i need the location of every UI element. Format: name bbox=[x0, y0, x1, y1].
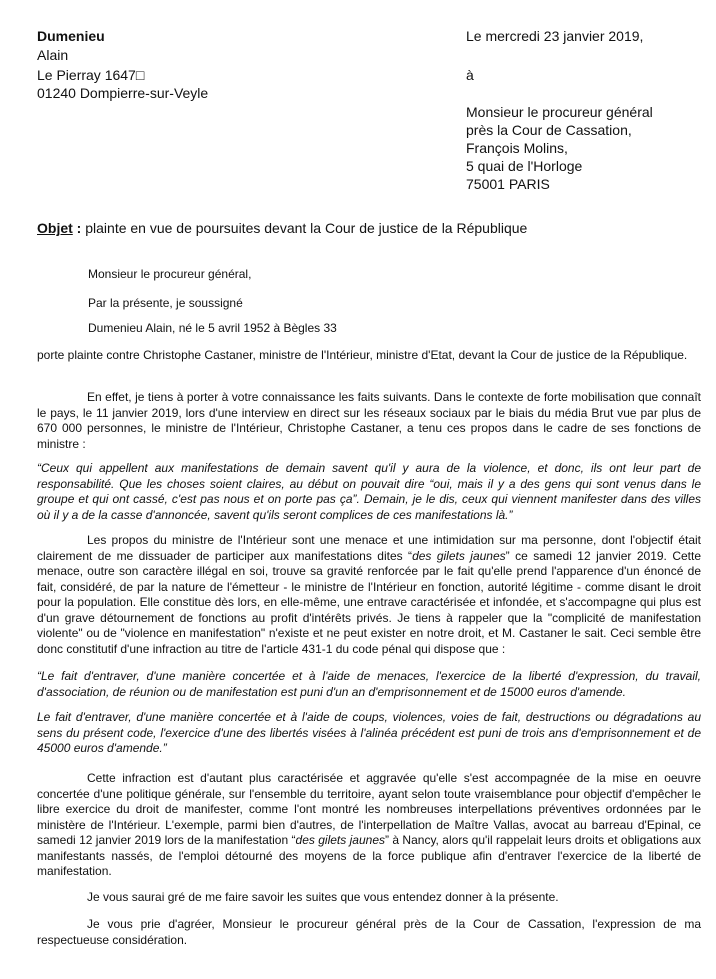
recipient-line: 5 quai de l'Horloge bbox=[466, 158, 583, 174]
paragraph: Je vous prie d'agréer, Monsieur le procureur général près de la Cour de Cassation, l'expression de ma respectueuse considération. bbox=[37, 917, 701, 947]
paragraph: Je vous saurai gré de me faire savoir les suites que vous entendez donner à la présente. bbox=[87, 890, 559, 904]
subject-text: plainte en vue de poursuites devant la Cour de justice de la République bbox=[85, 220, 528, 236]
greeting: Monsieur le procureur général, bbox=[88, 267, 252, 281]
sender-surname: Dumenieu bbox=[37, 28, 105, 44]
sender-firstname: Alain bbox=[37, 47, 69, 63]
intro-line: Par la présente, je soussigné bbox=[88, 296, 243, 310]
quote-paragraph: “Le fait d'entraver, d'une manière concertée et à l'aide de menaces, l'exercice de la liberté d'expression, du travail, d'association, de réunion ou de manifestation est puni d'un an d'emprisonnement et de 15000 euros d'amende. bbox=[37, 669, 701, 699]
sender-address: Le Pierray 1647□ bbox=[37, 67, 145, 83]
subject-sep: : bbox=[72, 220, 86, 236]
recipient-line: près la Cour de Cassation, bbox=[466, 122, 632, 138]
paragraph bbox=[37, 533, 701, 657]
paragraph-part: ” ce samedi 12 janvier 2019. Cette menace, outre son caractère illégal en soi, trouve sa gravité renforcée par le fait qu'elle prend l'apparence d'un énoncé de fait, considéré, de par la nature de l'émetteur - le ministre de l'Intérieur en fonction, autorité légitime - comme disant le droit pour la population. Elle constitue dès lors, en elle-même, une entrave caractérisée et infondée, et s'accompagne qui plus est d'un grave détournement de fonctions au profit d'intérêts privés. Je tiens à rappeler que la "complicité de manifestation violente" ou de "violence en manifestation" n'existe et ne peut exister en notre droit, et M. Castaner le sait. Ceci semble être donc constitutif d'une infraction au titre de l'article 431-1 du code pénal qui dispose que : bbox=[37, 548, 702, 656]
paragraph: porte plainte contre Christophe Castaner, ministre de l'Intérieur, ministre d'Etat, devant la Cour de justice de la République. bbox=[37, 348, 688, 362]
recipient-line: Monsieur le procureur général bbox=[466, 104, 653, 120]
subject-label: Objet bbox=[37, 220, 73, 236]
intro-line: Dumenieu Alain, né le 5 avril 1952 à Bègles 33 bbox=[88, 321, 337, 335]
recipient-line: François Molins, bbox=[466, 140, 568, 156]
a-label: à bbox=[466, 67, 474, 83]
paragraph-part: ” à Nancy, alors qu'il rappelait leurs droits et obligations aux manifestants nassés, de l'emploi détourné des moyens de la force publique afin d'entraver l'exercice de la liberté de manifestation. bbox=[37, 833, 702, 878]
paragraph-part: Les propos du ministre de l'Intérieur sont une menace et une intimidation sur ma personne, dont l'objectif était clairement de me dissuader de participer aux manifestations dites “ bbox=[37, 533, 701, 563]
paragraph: En effet, je tiens à porter à votre connaissance les faits suivants. Dans le contexte de forte mobilisation que connaît le pays, le 11 janvier 2019, lors d'une interview en direct sur les réseaux sociaux par le biais du média Brut vue par plus de 670 000 personnes, le ministre de l'Intérieur, Christophe Castaner, a tenu ces propos dans le cadre de ses fonctions de ministre : bbox=[37, 390, 701, 451]
paragraph-part: Cette infraction est d'autant plus caractérisée et aggravée qu'elle s'est accompagnée de la mise en oeuvre concertée d'une politique générale, sur l'ensemble du territoire, ayant selon toute vraisemblance pour objectif d'empêcher le libre exercice du droit de manifester, comme l'ont montré les nombreuses interpellations préventives ordonnées par le ministère de l'Intérieur. L'exemple, parmi bien d'autres, de l'interpellation de Maître Vallas, avocat au barreau d'Epinal, ce samedi 12 janvier 2019 lors de la manifestation “ bbox=[37, 771, 701, 847]
paragraph-emphasis: des gilets jaunes bbox=[412, 548, 506, 563]
recipient-line: 75001 PARIS bbox=[466, 176, 550, 192]
paragraph-emphasis: des gilets jaunes bbox=[295, 833, 385, 847]
sender-city: 01240 Dompierre-sur-Veyle bbox=[37, 85, 209, 101]
paragraph bbox=[37, 771, 701, 880]
quote-paragraph: “Ceux qui appellent aux manifestations de demain savent qu'il y aura de la violence, et donc, ils ont leur part de responsabilité. Que les choses soient claires, au début on pouvait dire “oui, mais il y a des gens qui sont venus dans le groupe et qui ont cassé, c'est pas nous et on porte pas ça”. Demain, je le dis, ceux qui viennent manifester dans des villes où il y a de la casse d'annoncée, savent qu'ils seront complices de ces manifestations là.” bbox=[37, 461, 701, 522]
letter-date: Le mercredi 23 janvier 2019, bbox=[466, 28, 644, 44]
quote-paragraph: Le fait d'entraver, d'une manière concertée et à l'aide de coups, violences, voies de fait, destructions ou dégradations au sens du présent code, l'exercice d'une des libertés visées à l'alinéa précédent est puni de trois ans d'emprisonnement et de 45000 euros d'amende.” bbox=[37, 710, 701, 755]
subject-line bbox=[37, 220, 527, 236]
